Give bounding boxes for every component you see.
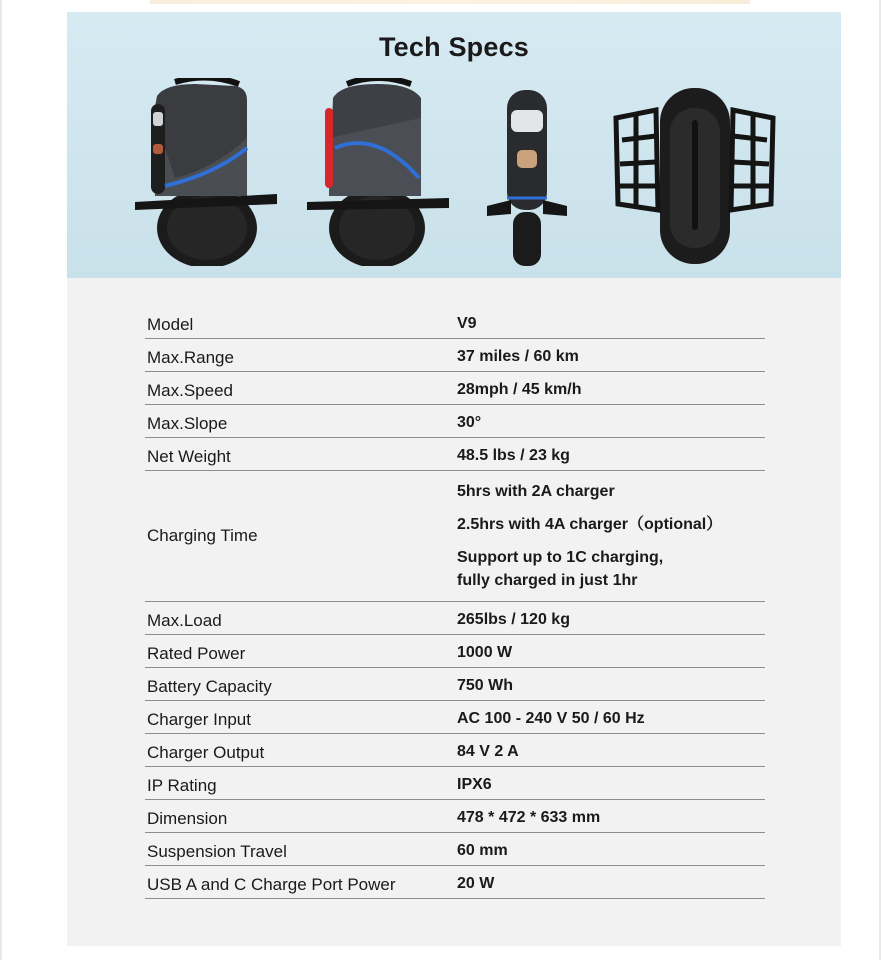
spec-value: 478 * 472 * 633 mm: [457, 808, 601, 826]
table-row: [145, 306, 765, 339]
spec-label: Charging Time: [147, 526, 258, 545]
spec-value: 28mph / 45 km/h: [457, 380, 582, 398]
spec-label: Rated Power: [147, 644, 246, 663]
table-row: [145, 372, 765, 405]
spec-label: Suspension Travel: [147, 842, 287, 861]
section-title: Tech Specs: [378, 32, 530, 62]
product-image-front: [487, 80, 567, 268]
spec-table: [145, 306, 765, 899]
spec-label: USB A and C Charge Port Power: [147, 875, 396, 894]
spec-value: V9: [457, 314, 477, 332]
table-row: [145, 602, 765, 635]
top-banner-strip: [150, 0, 750, 4]
tech-specs-card: [67, 12, 841, 946]
table-row: [145, 405, 765, 438]
spec-value: 84 V 2 A: [457, 742, 519, 760]
hero-banner: [67, 12, 841, 278]
table-row: [145, 635, 765, 668]
spec-value: IPX6: [457, 775, 492, 793]
spec-label: Max.Load: [147, 611, 222, 630]
page-left-edge: [0, 0, 2, 960]
table-row: [145, 767, 765, 800]
spec-value: 20 W: [457, 874, 495, 892]
spec-label: Net Weight: [147, 447, 231, 466]
spec-value-charging: [457, 471, 765, 601]
spec-value: 1000 W: [457, 643, 513, 661]
spec-label: Charger Input: [147, 710, 251, 729]
spec-label: Max.Range: [147, 348, 234, 367]
product-image-top-pedals: [612, 80, 777, 270]
spec-label: Charger Output: [147, 743, 265, 762]
spec-value: 48.5 lbs / 23 kg: [457, 446, 570, 464]
charging-line-3: Support up to 1C charging,: [457, 549, 664, 566]
table-row: [145, 438, 765, 471]
charging-line-4: fully charged in just 1hr: [457, 572, 638, 589]
charging-line-2: 2.5hrs with 4A charger（optional）: [457, 516, 723, 533]
spec-value: 60 mm: [457, 841, 508, 859]
table-row: [145, 833, 765, 866]
product-image-side-right: [307, 78, 449, 266]
table-row: [145, 734, 765, 767]
spec-value: 750 Wh: [457, 676, 514, 694]
spec-label: Max.Speed: [147, 381, 233, 400]
product-image-side-left: [135, 78, 277, 266]
spec-label: IP Rating: [147, 776, 217, 795]
spec-label: Max.Slope: [147, 414, 228, 433]
table-row: [145, 339, 765, 372]
table-row: [145, 800, 765, 833]
table-row: [145, 866, 765, 899]
spec-label: Model: [147, 315, 194, 334]
table-row: [145, 668, 765, 701]
spec-value: 37 miles / 60 km: [457, 347, 579, 365]
spec-value: 265lbs / 120 kg: [457, 610, 570, 628]
spec-value: AC 100 - 240 V 50 / 60 Hz: [457, 709, 645, 727]
charging-line-1: 5hrs with 2A charger: [457, 483, 615, 500]
table-row: [145, 701, 765, 734]
spec-value: 30°: [457, 413, 482, 431]
spec-label: Battery Capacity: [147, 677, 272, 696]
spec-label: Dimension: [147, 809, 228, 828]
table-row-charging: [145, 471, 765, 602]
